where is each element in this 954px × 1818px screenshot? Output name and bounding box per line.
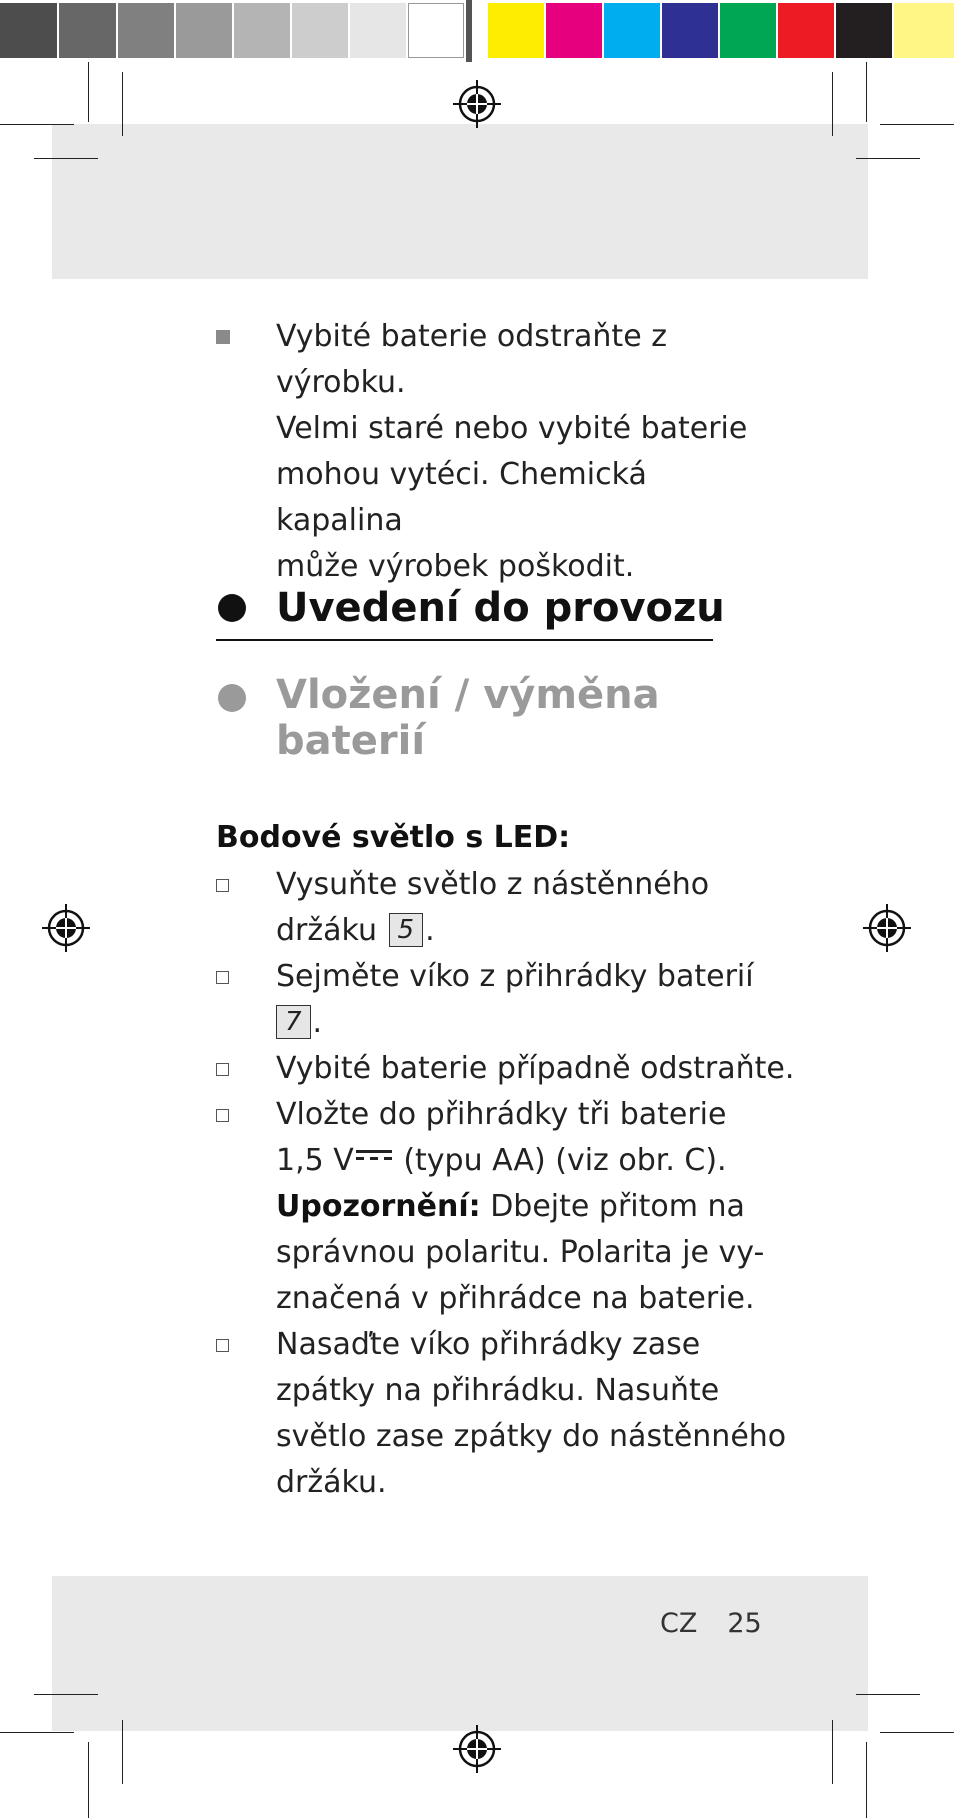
language-code: CZ xyxy=(660,1608,698,1639)
empty-square-bullet-icon xyxy=(216,1109,229,1122)
footer-band xyxy=(52,1576,868,1731)
step-item: Vysuňte světlo z nástěnného držáku 5 . xyxy=(216,862,776,954)
crop-mark xyxy=(122,1720,123,1784)
header-band xyxy=(52,124,868,279)
empty-square-bullet-icon xyxy=(216,1063,229,1076)
led-spotlight-heading: Bodové světlo s LED: xyxy=(216,820,571,855)
battery-warning-text: Vybité baterie odstraňte z výrobku. Velmi staré nebo vybité baterie mohou vytéci. Chemická kapalina může výrobek poškodit. xyxy=(276,319,748,584)
gray-swatch-2 xyxy=(59,3,116,58)
empty-square-bullet-icon xyxy=(216,879,229,892)
magenta-swatch xyxy=(546,3,602,58)
section-underline xyxy=(216,639,713,641)
crop-mark xyxy=(866,62,867,122)
light-yellow-swatch xyxy=(894,3,954,58)
gray-swatch-1 xyxy=(0,3,57,58)
step-item: Vybité baterie případně odstraňte. xyxy=(216,1046,776,1092)
crop-mark xyxy=(880,124,954,125)
color-bar-separator xyxy=(466,0,472,62)
red-swatch xyxy=(778,3,834,58)
empty-square-bullet-icon xyxy=(216,971,229,984)
crop-mark xyxy=(880,1732,954,1733)
part-reference-box: 7 xyxy=(276,1005,311,1039)
note-label: Upozornění: xyxy=(276,1189,481,1224)
registration-mark-icon xyxy=(453,1725,501,1773)
crop-mark xyxy=(866,1742,867,1818)
empty-square-bullet-icon xyxy=(216,1339,229,1352)
direct-current-symbol-icon xyxy=(356,1150,392,1164)
crop-mark xyxy=(856,1694,920,1695)
gray-swatch-4 xyxy=(176,3,232,58)
section-title: Uvedení do provozu xyxy=(276,585,725,631)
color-calibration-bar xyxy=(0,0,954,62)
black-circle-bullet-icon xyxy=(218,594,246,622)
crop-mark xyxy=(122,72,123,136)
cyan-swatch xyxy=(604,3,660,58)
registration-mark-icon xyxy=(453,80,501,128)
subsection-title: Vložení / výměna baterií xyxy=(276,672,660,764)
gray-swatch-7 xyxy=(350,3,406,58)
registration-mark-icon xyxy=(863,904,911,952)
step-item: Sejměte víko z přihrádky baterií 7 . xyxy=(216,954,776,1046)
crop-mark xyxy=(856,158,920,159)
gray-swatch-6 xyxy=(292,3,348,58)
gray-swatch-8 xyxy=(408,3,464,58)
crop-mark xyxy=(88,1742,89,1818)
gray-swatch-5 xyxy=(234,3,290,58)
registration-mark-icon xyxy=(42,904,90,952)
gray-swatch-3 xyxy=(118,3,174,58)
step-item: Vložte do přihrádky tři baterie 1,5 V (typu AA) (viz obr. C). Upozornění: Dbejte přitom na správnou polaritu. Polarita je vy- značená v přihrádce na baterie. xyxy=(216,1092,776,1322)
step-item: Nasaďte víko přihrádky zase zpátky na přihrádku. Nasuňte světlo zase zpátky do nástěnného držáku. xyxy=(216,1322,776,1506)
part-reference-box: 5 xyxy=(389,913,424,947)
yellow-swatch xyxy=(488,3,544,58)
gray-circle-bullet-icon xyxy=(218,684,246,712)
crop-mark xyxy=(34,1694,98,1695)
crop-mark xyxy=(88,62,89,122)
black-swatch xyxy=(836,3,892,58)
page-footer xyxy=(660,1604,762,1644)
crop-mark xyxy=(832,1720,833,1784)
filled-square-bullet-icon xyxy=(216,330,230,344)
crop-mark xyxy=(832,72,833,136)
battery-warning-item xyxy=(216,314,776,584)
page-number: 25 xyxy=(727,1608,762,1639)
crop-mark xyxy=(34,158,98,159)
crop-mark xyxy=(0,1732,74,1733)
blue-swatch xyxy=(662,3,718,58)
crop-mark xyxy=(0,124,74,125)
green-swatch xyxy=(720,3,776,58)
